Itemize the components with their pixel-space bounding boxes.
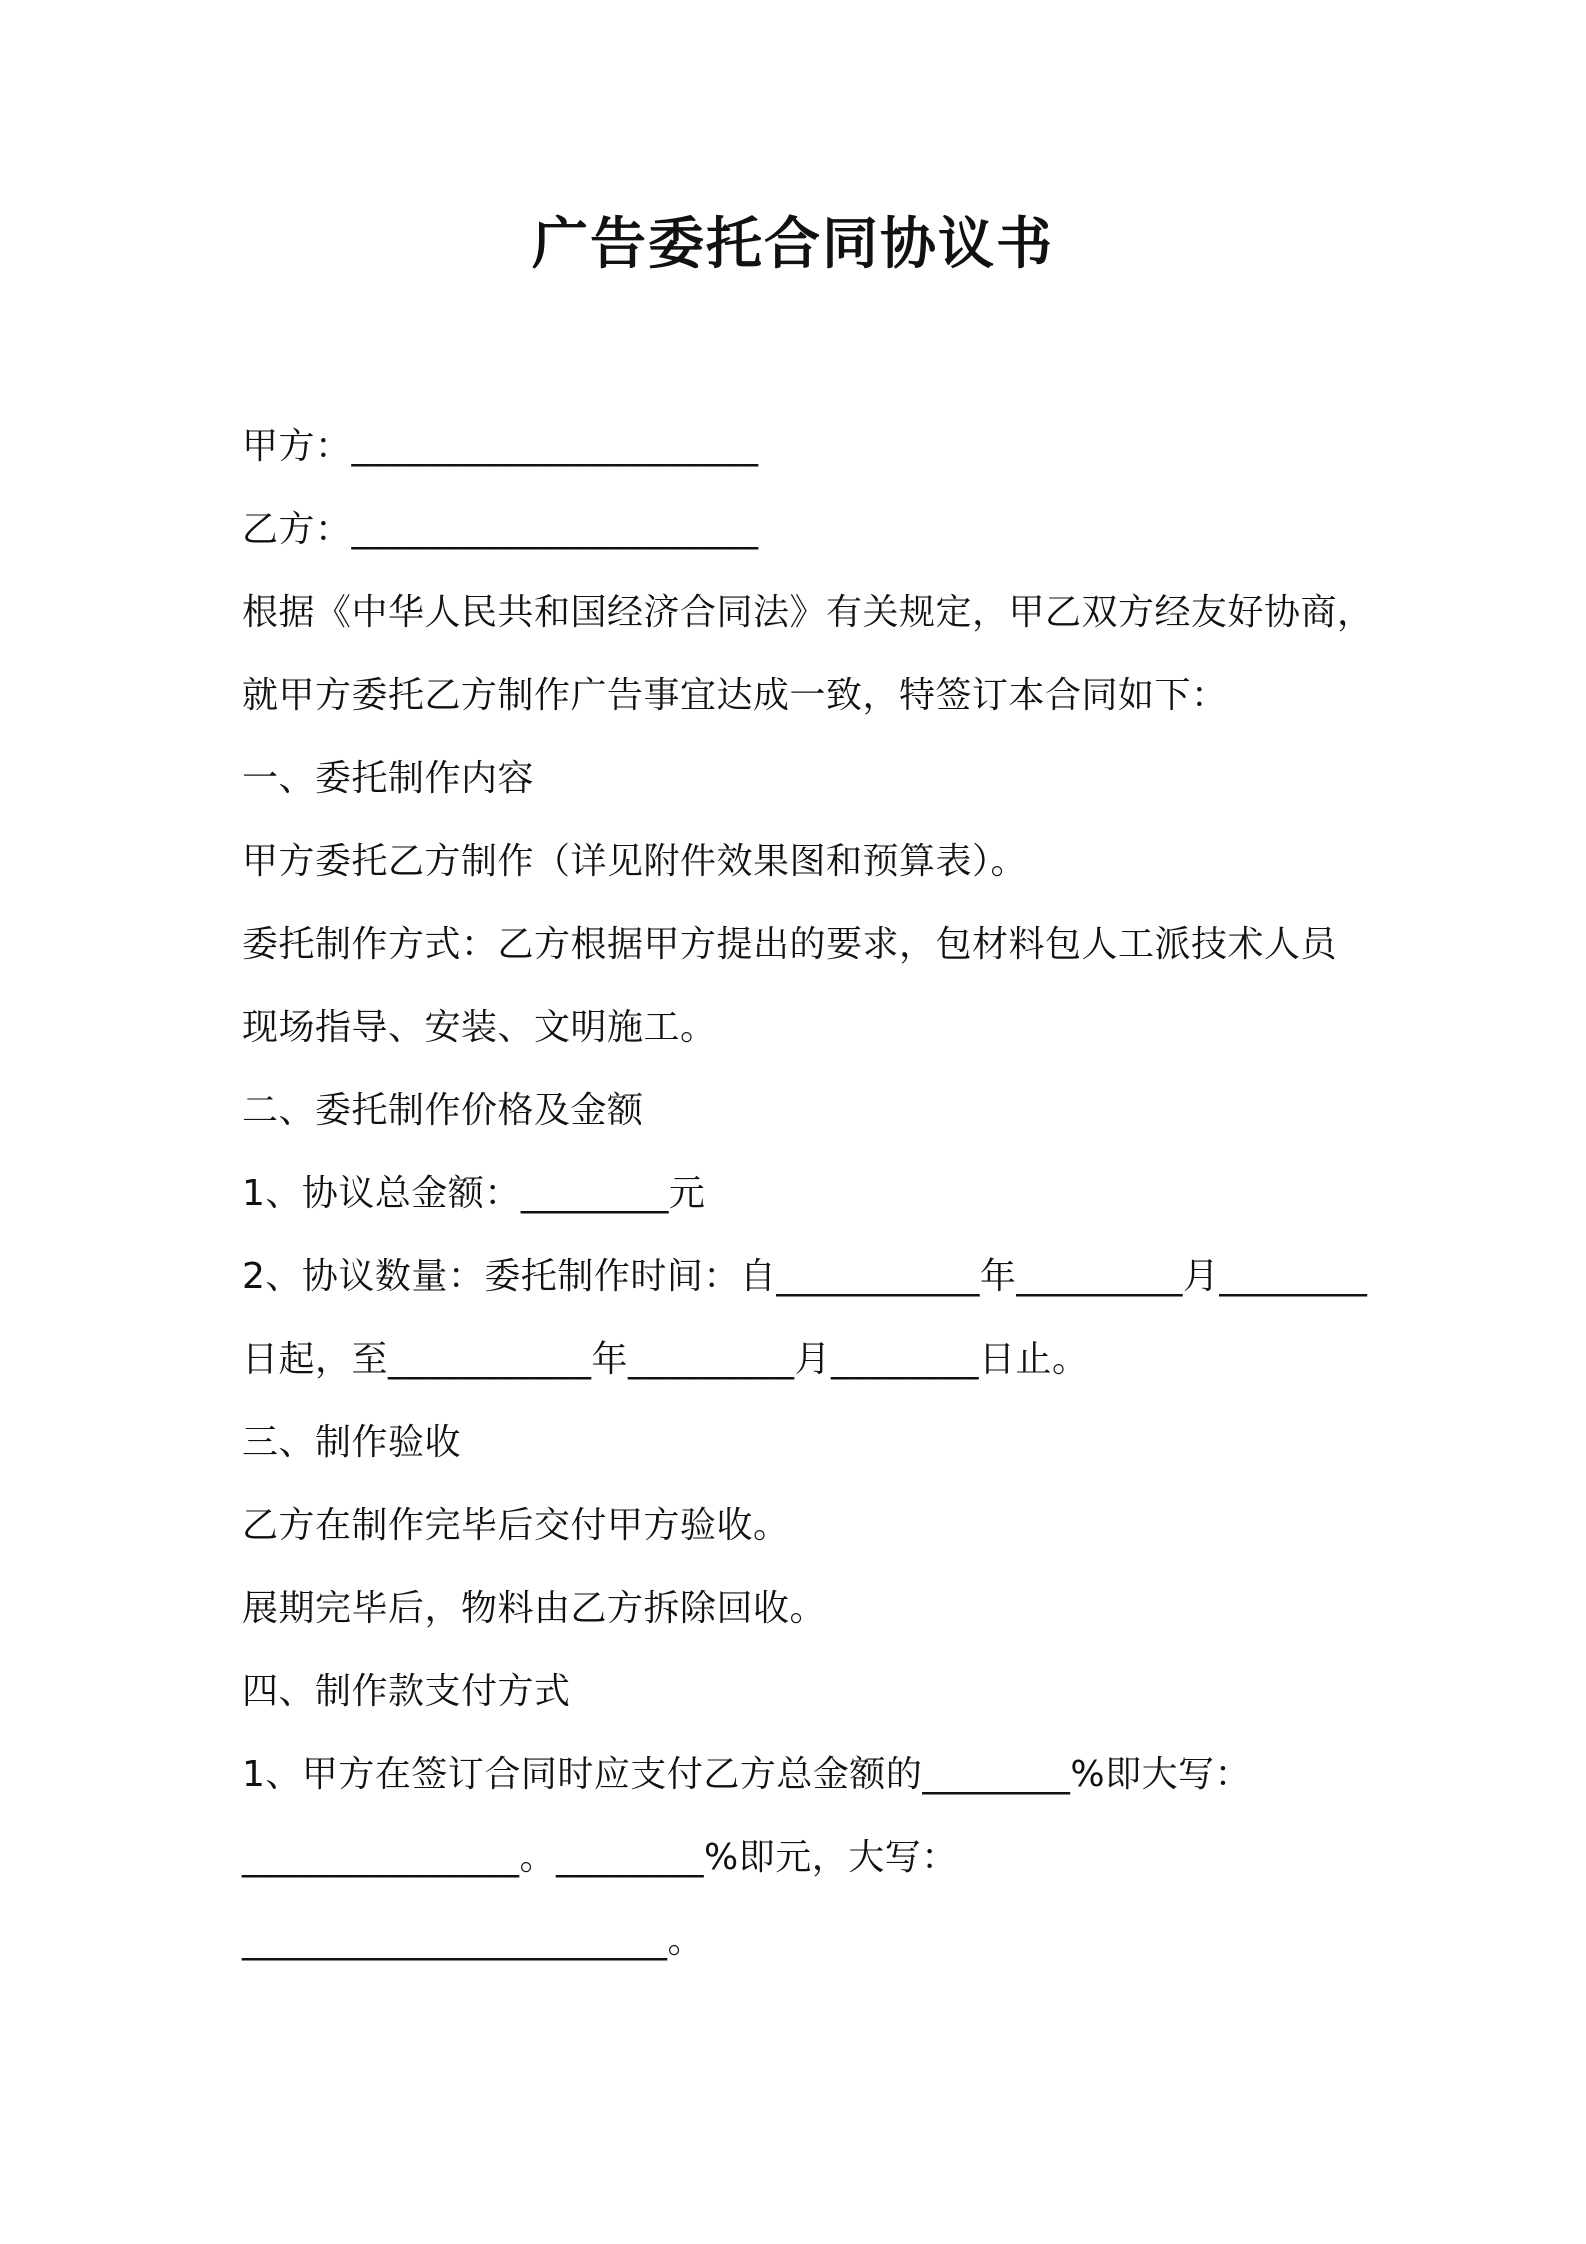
section-heading-4: 四、制作款支付方式 bbox=[242, 1671, 571, 1712]
document-title: 广告委托合同协议书 bbox=[532, 212, 1054, 277]
party-a-line: 甲方：______________________ bbox=[242, 426, 759, 467]
paragraph-line: _______________________。 bbox=[242, 1920, 704, 1961]
paragraph-line: 1、甲方在签订合同时应支付乙方总金额的________%即大写： bbox=[242, 1754, 1252, 1795]
paragraph-line: 展期完毕后，物料由乙方拆除回收。 bbox=[242, 1588, 827, 1629]
section-heading-1: 一、委托制作内容 bbox=[242, 758, 535, 799]
section-heading-2: 二、委托制作价格及金额 bbox=[242, 1090, 644, 1131]
paragraph-line: 现场指导、安装、文明施工。 bbox=[242, 1007, 717, 1048]
paragraph-line: 1、协议总金额：________元 bbox=[242, 1173, 706, 1214]
paragraph-line: 日起，至___________年_________月________日止。 bbox=[242, 1339, 1089, 1380]
paragraph-line: 乙方在制作完毕后交付甲方验收。 bbox=[242, 1505, 790, 1546]
preamble-line-1: 根据《中华人民共和国经济合同法》有关规定，甲乙双方经友好协商， bbox=[242, 592, 1374, 633]
preamble-line-2: 就甲方委托乙方制作广告事宜达成一致，特签订本合同如下： bbox=[242, 675, 1228, 716]
party-b-line: 乙方：______________________ bbox=[242, 509, 759, 550]
section-heading-3: 三、制作验收 bbox=[242, 1422, 462, 1463]
paragraph-line: 委托制作方式：乙方根据甲方提出的要求，包材料包人工派技术人员 bbox=[242, 924, 1338, 965]
paragraph-line: _______________。________%即元，大写： bbox=[242, 1837, 958, 1878]
paragraph-line: 2、协议数量：委托制作时间：自___________年_________月________ bbox=[242, 1256, 1368, 1297]
document-body bbox=[242, 405, 1374, 1982]
paragraph-line: 甲方委托乙方制作（详见附件效果图和预算表）。 bbox=[242, 841, 1028, 882]
